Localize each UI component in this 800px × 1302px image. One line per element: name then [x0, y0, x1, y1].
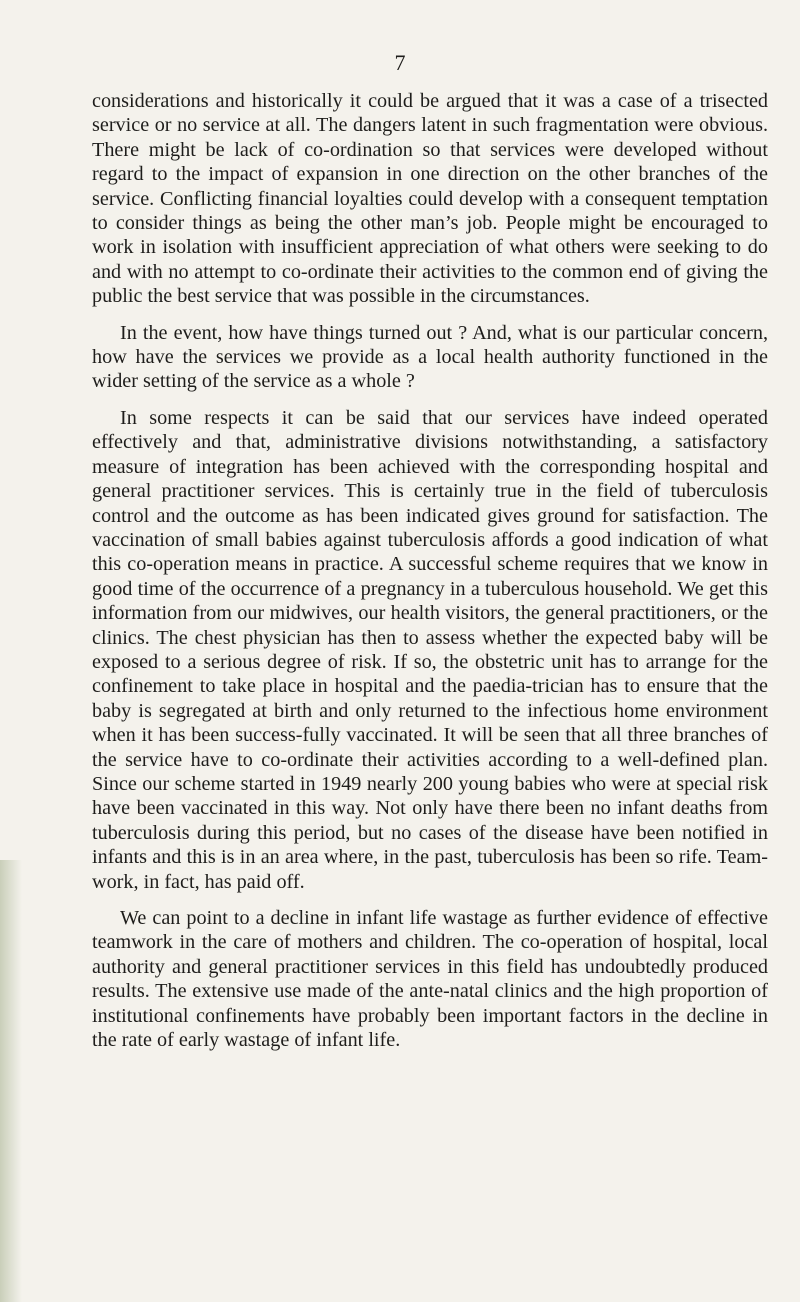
- paragraph-1: considerations and historically it could be argued that it was a case of a trisected service or no service at all. The dangers latent in such fragmentation were obvious. There might be lack of co-ordination so that services were developed without regard to the impact of expansion in one direction on the other branches of the service. Conflicting financial loyalties could develop with a consequent temptation to consider things as being the other man’s job. People might be encouraged to work in isolation with insufficient appreciation of what others were seeking to do and with no attempt to co-ordinate their activities to the common end of giving the public the best service that was possible in the circumstances.: [92, 90, 768, 308]
- paragraph-3: In some respects it can be said that our services have indeed operated effectively and that, administrative divisions notwithstanding, a satisfactory measure of integration has been achieved with the corresponding hospital and general practitioner services. This is certainly true in the field of tuberculosis control and the outcome as has been indicated gives ground for satisfaction. The vaccination of small babies against tuberculosis affords a good indication of what this co-operation means in practice. A successful scheme requires that we know in good time of the occurrence of a pregnancy in a tuberculous household. We get this information from our midwives, our health visitors, the general practitioners, or the clinics. The chest physician has then to assess whether the expected baby will be exposed to a serious degree of risk. If so, the obstetric unit has to arrange for the confinement to take place in hospital and the paedia-trician has to ensure that the baby is segregated at birth and only returned to the infectious home environment when it has been success-fully vaccinated. It will be seen that all three branches of the service have to co-ordinate their activities according to a well-defined plan. Since our scheme started in 1949 nearly 200 young babies who were at special risk have been vaccinated in this way. Not only have there been no infant deaths from tuberculosis during this period, but no cases of the disease have been notified in infants and this is in an area where, in the past, tuberculosis has been so rife. Team-work, in fact, has paid off.: [92, 406, 768, 893]
- paragraph-2: In the event, how have things turned out ? And, what is our particular concern, how have the services we provide as a local health authority functioned in the wider setting of the service as a whole ?: [92, 321, 768, 393]
- paragraph-4: We can point to a decline in infant life wastage as further evidence of effective teamwork in the care of mothers and children. The co-operation of hospital, local authority and general practitioner services in this field has undoubtedly produced results. The extensive use made of the ante-natal clinics and the high proportion of institutional confinements have probably been important factors in the decline in the rate of early wastage of infant life.: [92, 907, 768, 1052]
- body-text: [92, 89, 768, 1064]
- page-edge-shadow: [0, 860, 22, 1302]
- page-number: 7: [394, 50, 406, 75]
